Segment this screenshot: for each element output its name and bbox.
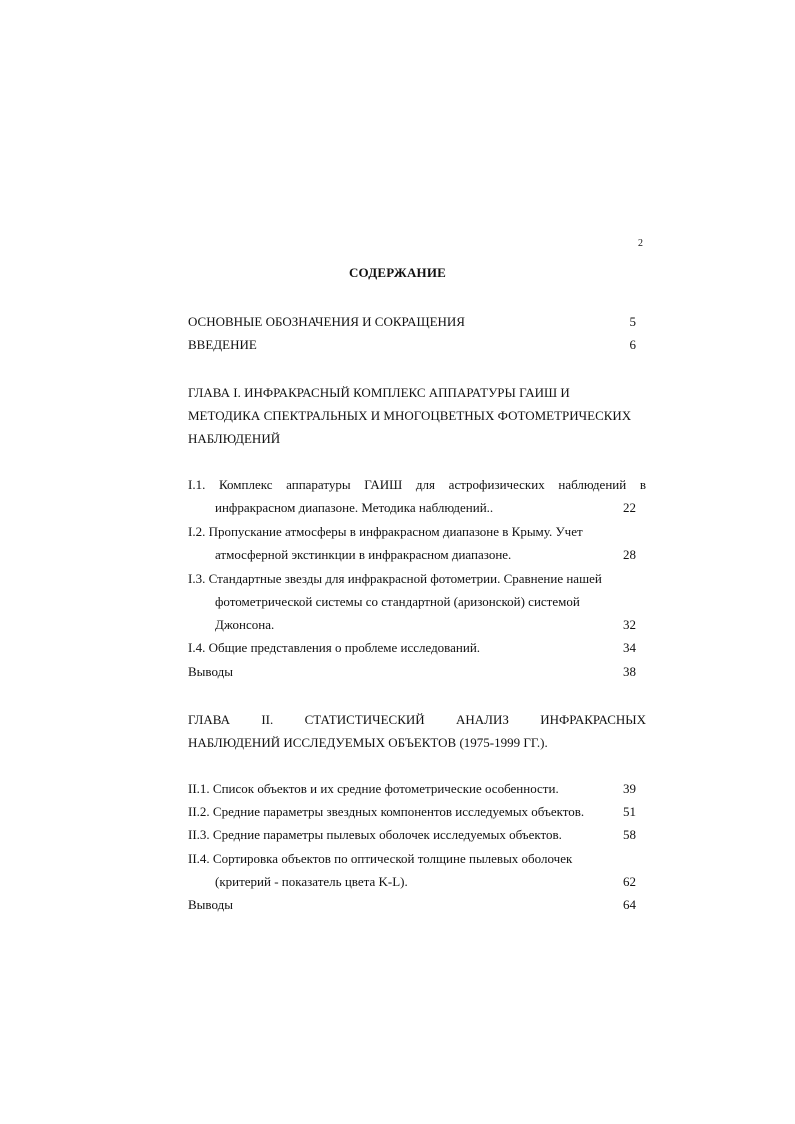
toc-entry-label: фотометрической системы со стандартной (аризонской) системой [215,594,580,609]
chapter-heading-line: МЕТОДИКА СПЕКТРАЛЬНЫХ И МНОГОЦВЕТНЫХ ФОТОМЕТРИЧЕСКИХ [188,408,632,423]
toc-entry-1-2-line1 [188,524,644,540]
chapter-heading-line: ГЛАВА II. СТАТИСТИЧЕСКИЙ АНАЛИЗ ИНФРАКРАСНЫХ [188,712,646,727]
toc-page-number: 39 [623,781,636,796]
chapter-heading-line: ГЛАВА I. ИНФРАКРАСНЫЙ КОМПЛЕКС АППАРАТУРЫ ГАИШ И [188,385,570,400]
toc-entry-1-3-line2 [215,594,644,610]
toc-page-number: 5 [629,314,636,329]
toc-entry-conclusions-2 [188,897,644,913]
chapter-heading-line: НАБЛЮДЕНИЙ ИССЛЕДУЕМЫХ ОБЪЕКТОВ (1975-1999 ГГ.). [188,735,548,750]
toc-entry-label: I.3. Стандартные звезды для инфракрасной фотометрии. Сравнение нашей [188,571,602,586]
toc-entry-label: Джонсона. [215,617,275,632]
toc-entry-1-1-line2 [215,500,644,516]
toc-page-number: 34 [623,640,636,655]
toc-entry-introduction [188,337,644,353]
toc-entry-1-4 [188,640,644,656]
toc-page-number: 58 [623,827,636,842]
toc-entry-2-1 [188,781,644,797]
page-number: 2 [638,238,643,249]
toc-entry-1-1-line1 [188,477,646,493]
toc-entry-label: II.1. Список объектов и их средние фотометрические особенности. [188,781,559,796]
toc-entry-label: инфракрасном диапазоне. Методика наблюдений.. [215,500,494,515]
toc-entry-label: атмосферной экстинкции в инфракрасном диапазоне. [215,547,512,562]
page-title: СОДЕРЖАНИЕ [348,265,447,280]
toc-entry-label: ВВЕДЕНИЕ [188,337,257,352]
toc-entry-1-2-line2 [215,547,644,563]
toc-entry-1-3-line1 [188,571,646,587]
toc-entry-2-4-line1 [188,851,644,867]
toc-entry-label: II.2. Средние параметры звездных компонентов исследуемых объектов. [188,804,585,819]
toc-entry-label: II.4. Сортировка объектов по оптической толщине пылевых оболочек [188,851,573,866]
toc-page-number: 22 [623,500,636,515]
toc-entry-label: I.1. Комплекс аппаратуры ГАИШ для астрофизических наблюдений в [188,477,646,492]
toc-page-number: 64 [623,897,636,912]
toc-page-number: 38 [623,664,636,679]
toc-entry-2-4-line2 [215,874,644,890]
toc-entry-notation [188,314,644,330]
toc-entry-label: Выводы [188,664,233,679]
toc-entry-label: (критерий - показатель цвета K-L). [215,874,408,889]
toc-entry-conclusions-1 [188,664,644,680]
toc-entry-2-3 [188,827,644,843]
toc-entry-label: I.2. Пропускание атмосферы в инфракрасном диапазоне в Крыму. Учет [188,524,583,539]
toc-page-number: 51 [623,804,636,819]
toc-page-number: 62 [623,874,636,889]
toc-entry-label: Выводы [188,897,233,912]
toc-page-number: 28 [623,547,636,562]
toc-entry-1-3-line3 [215,617,644,633]
chapter-1-heading [188,381,646,450]
toc-entry-label: ОСНОВНЫЕ ОБОЗНАЧЕНИЯ И СОКРАЩЕНИЯ [188,314,465,329]
toc-entry-2-2 [188,804,644,820]
toc-page-number: 32 [623,617,636,632]
toc-page-number: 6 [629,337,636,352]
toc-entry-label: II.3. Средние параметры пылевых оболочек исследуемых объектов. [188,827,562,842]
toc-entry-label: I.4. Общие представления о проблеме исследований. [188,640,481,655]
chapter-heading-line: НАБЛЮДЕНИЙ [188,431,281,446]
chapter-2-heading [188,708,646,754]
